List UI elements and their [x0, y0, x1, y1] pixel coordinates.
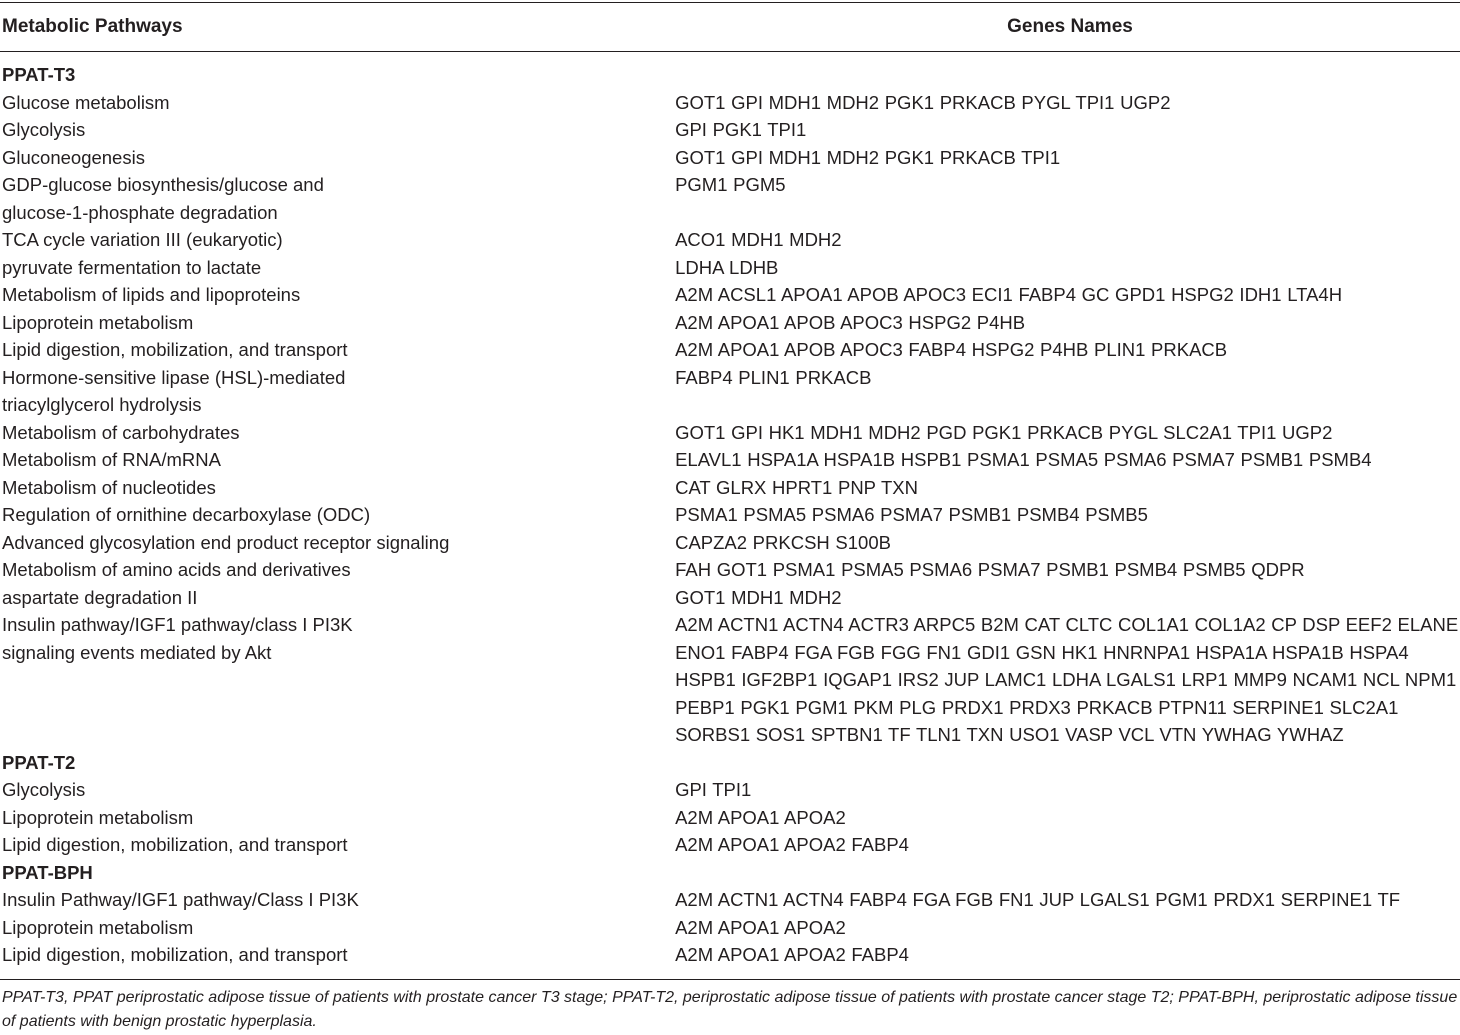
pathway-cell: Metabolism of RNA/mRNA: [2, 449, 221, 470]
table-row: [0, 116, 1460, 144]
genes-cell: A2M APOA1 APOB APOC3 HSPG2 P4HB: [675, 311, 1026, 333]
pathway-cell: GDP-glucose biosynthesis/glucose and glucose-1-phosphate degradation: [2, 174, 324, 223]
genes-cell: CAT GLRX HPRT1 PNP TXN: [675, 476, 918, 498]
table-row: [0, 886, 1460, 914]
genes-cell: CAPZA2 PRKCSH S100B: [675, 531, 891, 553]
genes-cell: LDHA LDHB: [675, 256, 779, 278]
header-genes-names: Genes Names: [1007, 16, 1133, 37]
pathway-cell: Advanced glycosylation end product receptor signaling: [2, 531, 450, 553]
genes-cell: GOT1 GPI HK1 MDH1 MDH2 PGD PGK1 PRKACB PYGL SLC2A1 TPI1 UGP2: [675, 421, 1333, 443]
genes-cell: A2M ACTN1 ACTN4 ACTR3 ARPC5 B2M CAT CLTC COL1A1 COL1A2 CP DSP EEF2 ELANE ENO1 FABP4 FGA FGB FGG FN1 GDI1 GSN HK1 HNRNPA1 HSPA1A HSPA1B HSPA4 HSPB1 IGF2BP1 IQGAP1 IRS2 JUP LAMC1 LDHA LGALS1 LRP1 MMP9 NCAM1 NCL NPM1 PEBP1 PGK1 PGM1 PKM PLG PRDX1 PRDX3 PRKACB PTPN11 SERPINE1 SLC2A1 SORBS1 SOS1 SPTBN1 TF TLN1 TXN USO1 VASP VCL VTN YWHAG YWHAZ: [675, 614, 1459, 745]
pathway-cell: Gluconeogenesis: [2, 146, 145, 168]
section-header-row: [0, 859, 1460, 887]
table-row: [0, 226, 1460, 254]
table-row: [0, 529, 1460, 557]
pathway-cell: Glucose metabolism: [2, 91, 170, 113]
header-rule: [0, 51, 1460, 52]
pathway-cell: Lipoprotein metabolism: [2, 806, 194, 828]
table-row: [0, 611, 1460, 749]
table-row: [0, 171, 1460, 226]
table-row: [0, 309, 1460, 337]
genes-cell: A2M APOA1 APOA2 FABP4: [675, 834, 909, 855]
pathway-cell: Glycolysis: [2, 119, 86, 140]
table-row: [0, 89, 1460, 117]
genes-cell: ACO1 MDH1 MDH2: [675, 229, 842, 250]
table-row: [0, 474, 1460, 502]
table-body: [0, 61, 1460, 969]
pathway-cell: Lipid digestion, mobilization, and transport: [2, 944, 348, 965]
table-row: [0, 336, 1460, 364]
table-row: [0, 831, 1460, 859]
section-label: PPAT-T2: [2, 751, 76, 773]
genes-cell: PSMA1 PSMA5 PSMA6 PSMA7 PSMB1 PSMB4 PSMB5: [675, 504, 1148, 525]
table-row: [0, 556, 1460, 584]
table-row: [0, 254, 1460, 282]
table-top-rule: [0, 2, 1460, 3]
pathway-cell: Lipid digestion, mobilization, and transport: [2, 339, 348, 360]
table-row: [0, 419, 1460, 447]
genes-cell: GOT1 GPI MDH1 MDH2 PGK1 PRKACB TPI1: [675, 146, 1061, 168]
genes-cell: A2M APOA1 APOB APOC3 FABP4 HSPG2 P4HB PLIN1 PRKACB: [675, 339, 1228, 360]
genes-cell: A2M ACSL1 APOA1 APOB APOC3 ECI1 FABP4 GC GPD1 HSPG2 IDH1 LTA4H: [675, 284, 1343, 305]
pathway-cell: Insulin Pathway/IGF1 pathway/Class I PI3K: [2, 889, 359, 910]
genes-cell: GPI PGK1 TPI1: [675, 119, 807, 140]
table-row: [0, 804, 1460, 832]
genes-cell: PGM1 PGM5: [675, 174, 786, 195]
pathway-cell: Lipid digestion, mobilization, and transport: [2, 834, 348, 855]
genes-cell: A2M APOA1 APOA2: [675, 806, 846, 828]
pathway-cell: Insulin pathway/IGF1 pathway/class I PI3K signaling events mediated by Akt: [2, 614, 353, 663]
pathway-cell: Lipoprotein metabolism: [2, 311, 194, 333]
genes-cell: FABP4 PLIN1 PRKACB: [675, 366, 872, 388]
genes-cell: A2M ACTN1 ACTN4 FABP4 FGA FGB FN1 JUP LGALS1 PGM1 PRDX1 SERPINE1 TF: [675, 889, 1401, 910]
header-metabolic-pathways: Metabolic Pathways: [2, 16, 183, 37]
section-label: PPAT-BPH: [2, 861, 93, 883]
pathway-cell: Regulation of ornithine decarboxylase (ODC): [2, 504, 371, 525]
table-footnote: PPAT-T3, PPAT periprostatic adipose tissue of patients with prostate cancer T3 stage; PPAT-T2, periprostatic adipose tissue of patients with prostate cancer stage T2; PPAT-BPH, periprostatic adipose tissue of patients with benign prostatic hyperplasia.: [2, 989, 1458, 1030]
genes-cell: GOT1 MDH1 MDH2: [675, 586, 842, 608]
pathway-cell: TCA cycle variation III (eukaryotic): [2, 229, 283, 250]
genes-cell: A2M APOA1 APOA2 FABP4: [675, 944, 909, 965]
pathway-cell: Metabolism of lipids and lipoproteins: [2, 284, 301, 305]
pathway-cell: Metabolism of nucleotides: [2, 476, 216, 498]
table-row: [0, 941, 1460, 969]
pathway-cell: Lipoprotein metabolism: [2, 916, 194, 938]
genes-cell: FAH GOT1 PSMA1 PSMA5 PSMA6 PSMA7 PSMB1 PSMB4 PSMB5 QDPR: [675, 559, 1305, 580]
pathway-cell: pyruvate fermentation to lactate: [2, 256, 262, 278]
section-label: PPAT-T3: [2, 64, 76, 85]
section-header-row: [0, 61, 1460, 89]
table-row: [0, 776, 1460, 804]
genes-cell: A2M APOA1 APOA2: [675, 916, 846, 938]
table-row: [0, 446, 1460, 474]
table-row: [0, 281, 1460, 309]
table-row: [0, 914, 1460, 942]
genes-cell: GOT1 GPI MDH1 MDH2 PGK1 PRKACB PYGL TPI1 UGP2: [675, 91, 1171, 113]
section-header-row: [0, 749, 1460, 777]
table-bottom-rule: [0, 979, 1460, 980]
table-row: [0, 364, 1460, 419]
genes-cell: GPI TPI1: [675, 779, 752, 800]
pathway-cell: Hormone-sensitive lipase (HSL)-mediated triacylglycerol hydrolysis: [2, 366, 346, 415]
genes-cell: ELAVL1 HSPA1A HSPA1B HSPB1 PSMA1 PSMA5 PSMA6 PSMA7 PSMB1 PSMB4: [675, 449, 1372, 470]
pathway-cell: Metabolism of amino acids and derivatives: [2, 559, 351, 580]
pathway-cell: Metabolism of carbohydrates: [2, 421, 240, 443]
pathway-cell: aspartate degradation II: [2, 586, 198, 608]
pathway-cell: Glycolysis: [2, 779, 86, 800]
table-row: [0, 584, 1460, 612]
table-row: [0, 501, 1460, 529]
table-row: [0, 144, 1460, 172]
